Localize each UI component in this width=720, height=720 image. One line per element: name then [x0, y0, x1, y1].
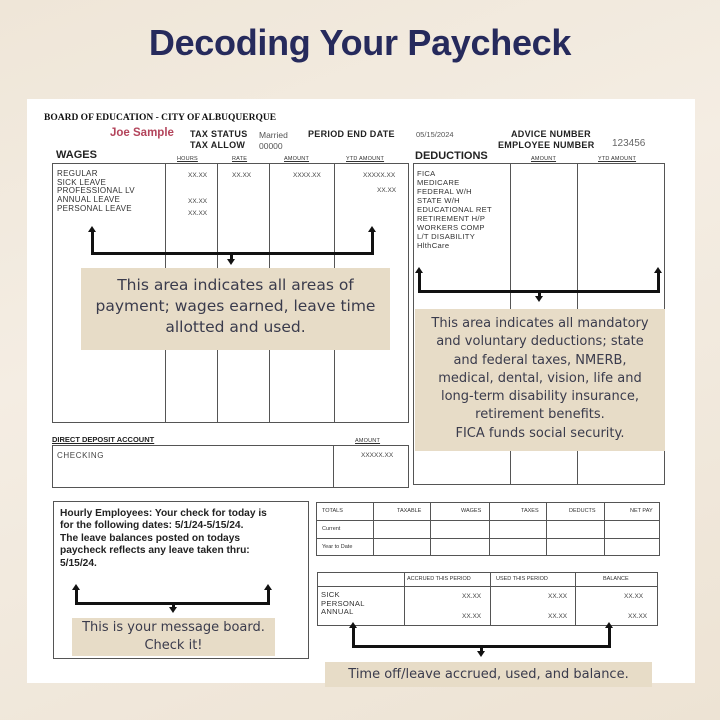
paycheck-stub	[27, 99, 695, 683]
totals-col-header: NET PAY	[630, 508, 653, 514]
totals-row-label: Year to Date	[322, 544, 353, 550]
deductions-item: FICA	[417, 169, 436, 178]
employee-name: Joe Sample	[110, 127, 174, 139]
totals-col-header: TAXABLE	[397, 508, 422, 514]
deductions-item-list	[417, 169, 492, 250]
deductions-title: DEDUCTIONS	[415, 150, 488, 162]
tax-allow-label: TAX ALLOW	[190, 140, 246, 150]
deductions-item: L/T DISABILITY	[417, 232, 476, 241]
wages-hours-value: XX.XX	[188, 210, 208, 217]
wages-amount-value: XXXX.XX	[293, 172, 321, 179]
tax-status-value: Married	[259, 130, 288, 140]
deductions-item: WORKERS COMP	[417, 223, 485, 232]
leave-col-header: BALANCE	[603, 576, 629, 582]
direct-deposit-table	[52, 445, 409, 488]
deductions-item: EDUCATIONAL RET	[417, 205, 492, 214]
callout-line: This is your message board.	[82, 620, 265, 635]
callout-line: Check it!	[144, 638, 203, 653]
callout-line: and federal taxes, NMERB,	[453, 352, 627, 368]
wages-item: PROFESSIONAL LV	[57, 186, 135, 196]
leave-balance-value: XX.XX	[624, 593, 644, 600]
deposit-amount: XXXXX.XX	[361, 452, 394, 459]
organization-name: BOARD OF EDUCATION - CITY OF ALBUQUERQUE	[44, 113, 277, 123]
wages-item-list	[57, 170, 135, 214]
leave-col-header: ACCRUED THIS PERIOD	[407, 576, 471, 582]
wages-ytd-value: XXXXX.XX	[363, 172, 396, 179]
leave-type-list	[321, 591, 365, 617]
wages-hours-value: XX.XX	[188, 172, 208, 179]
tax-status-label: TAX STATUS	[190, 129, 248, 139]
message-text	[60, 508, 267, 570]
deductions-col-ytd: YTD AMOUNT	[598, 156, 637, 162]
arrow-down-icon	[535, 296, 543, 302]
tax-allow-value: 00000	[259, 141, 283, 151]
totals-table	[316, 502, 660, 556]
leave-type: SICK	[321, 590, 340, 599]
totals-col-header: WAGES	[461, 508, 482, 514]
wages-item: ANNUAL LEAVE	[57, 195, 121, 205]
message-line: Hourly Employees: Your check for today is	[60, 508, 267, 519]
message-line: 5/15/24.	[60, 557, 97, 569]
bracket-line	[608, 627, 611, 647]
callout-line: and voluntary deductions; state	[436, 334, 644, 350]
bracket-line	[91, 231, 94, 253]
wages-col-amount: AMOUNT	[284, 156, 310, 162]
leave-table	[317, 572, 658, 626]
direct-deposit-amount-label: AMOUNT	[355, 438, 381, 444]
deductions-item: HlthCare	[417, 241, 450, 250]
page-title: Decoding Your Paycheck	[148, 22, 572, 63]
callout-line: retirement benefits.	[475, 407, 605, 423]
arrow-down-icon	[227, 259, 235, 265]
bracket-line	[267, 589, 270, 603]
totals-col-header: TOTALS	[322, 508, 343, 514]
wages-callout: This area indicates all areas of payment; wages earned, leave time allotted and used.	[81, 268, 390, 350]
wages-item: SICK LEAVE	[57, 177, 107, 187]
deductions-item: STATE W/H	[417, 196, 460, 205]
deductions-item: RETIREMENT H/P	[417, 214, 486, 223]
deductions-item: FEDERAL W/H	[417, 187, 472, 196]
leave-type: ANNUAL	[321, 607, 354, 616]
totals-col-header: DEDUCTS	[569, 508, 596, 514]
leave-used-value: XX.XX	[548, 593, 568, 600]
arrow-down-icon	[477, 651, 485, 657]
employee-number-label: EMPLOYEE NUMBER	[498, 140, 595, 150]
wages-rate-value: XX.XX	[232, 172, 252, 179]
leave-accrued-value: XX.XX	[462, 613, 482, 620]
wages-hours-value: XX.XX	[188, 198, 208, 205]
message-line: paycheck reflects any leave taken thru:	[60, 545, 250, 557]
message-line: for the following dates: 5/1/24-5/15/24.	[60, 520, 244, 532]
wages-col-hours: HOURS	[177, 156, 198, 162]
arrow-down-icon	[169, 607, 177, 613]
callout-line: FICA funds social security.	[455, 425, 625, 441]
totals-row-label: Current	[322, 526, 341, 532]
period-end-value: 05/15/2024	[416, 130, 454, 139]
leave-balance-value: XX.XX	[628, 613, 648, 620]
callout-line: This area indicates all mandatory	[431, 316, 649, 331]
callout-line: medical, dental, vision, life and	[438, 370, 642, 386]
leave-callout: Time off/leave accrued, used, and balance.	[325, 662, 652, 687]
wages-item: PERSONAL LEAVE	[57, 203, 132, 213]
bracket-line	[657, 272, 660, 291]
message-line: The leave balances posted on todays	[60, 532, 241, 544]
bracket-line	[75, 589, 78, 603]
deductions-item: MEDICARE	[417, 178, 460, 187]
advice-number-label: ADVICE NUMBER	[511, 129, 591, 139]
period-end-label: PERIOD END DATE	[308, 129, 395, 139]
direct-deposit-title: DIRECT DEPOSIT ACCOUNT	[52, 435, 155, 444]
deductions-callout	[415, 309, 665, 451]
account-type: CHECKING	[57, 451, 105, 460]
leave-col-header: USED THIS PERIOD	[496, 576, 548, 582]
leave-type: PERSONAL	[321, 598, 365, 608]
totals-col-header: TAXES	[521, 508, 539, 514]
message-board-callout	[72, 618, 275, 656]
wages-col-rate: RATE	[232, 156, 248, 162]
employee-number-value: 123456	[612, 138, 646, 149]
leave-accrued-value: XX.XX	[462, 593, 482, 600]
wages-col-ytd: YTD AMOUNT	[346, 156, 385, 162]
bracket-line	[371, 231, 374, 253]
wages-item: REGULAR	[57, 169, 98, 178]
wages-ytd-value: XX.XX	[377, 187, 397, 194]
bracket-line	[418, 272, 421, 291]
bracket-line	[352, 627, 355, 647]
leave-used-value: XX.XX	[548, 613, 568, 620]
deductions-col-amount: AMOUNT	[531, 156, 557, 162]
callout-line: long-term disability insurance,	[440, 389, 640, 405]
wages-title: WAGES	[56, 149, 97, 161]
